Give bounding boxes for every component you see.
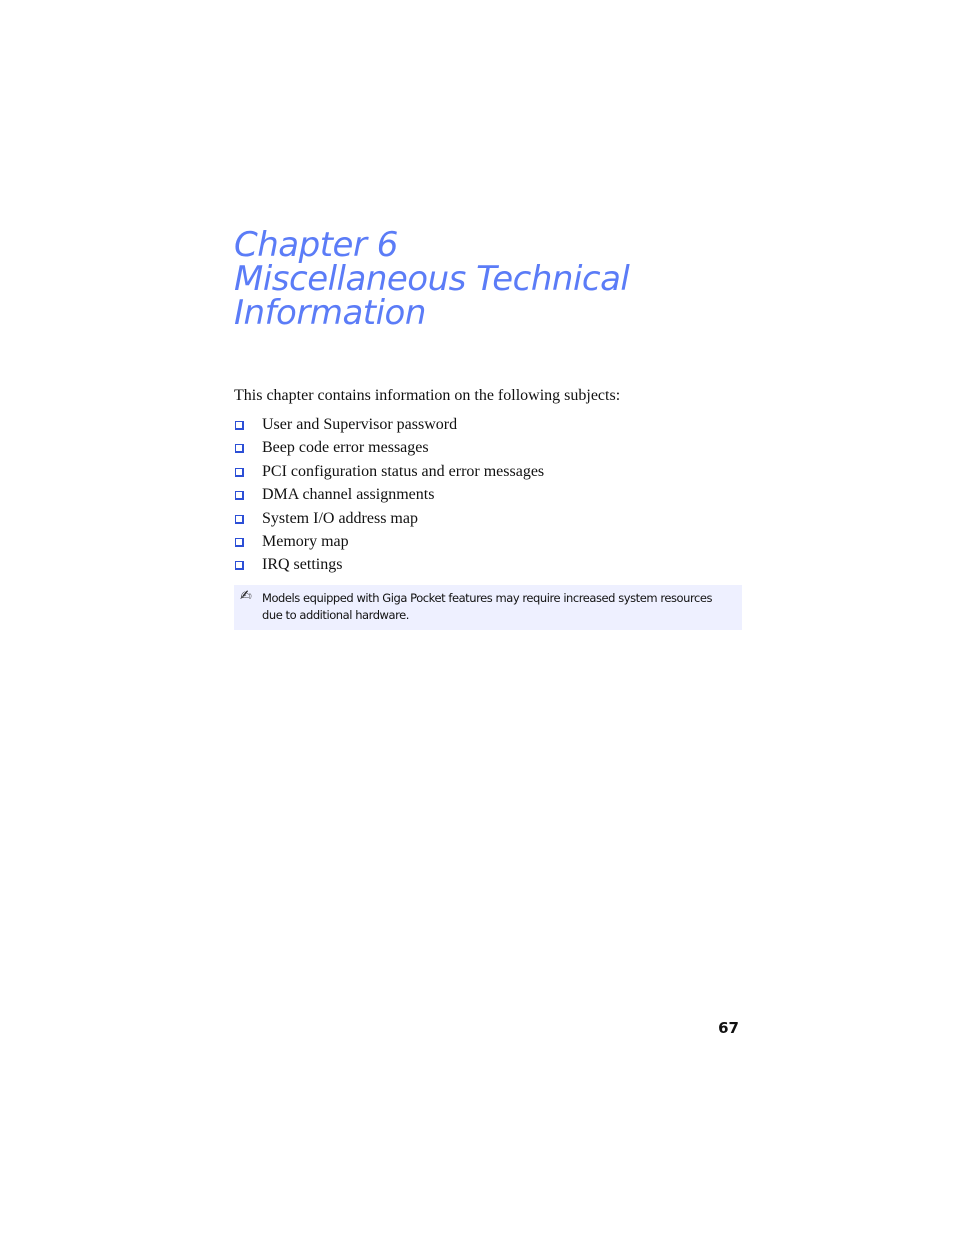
chapter-title-line-3: Information: [234, 293, 426, 333]
note-box: [234, 585, 742, 630]
pencil-note-icon: ✍: [240, 588, 252, 604]
page-number: 67: [718, 1019, 739, 1037]
list-item: [234, 413, 544, 436]
intro-paragraph: This chapter contains information on the following subjects:: [234, 387, 621, 404]
list-item-label: Beep code error messages: [262, 439, 429, 457]
checkbox-bullet-icon: [235, 468, 244, 477]
checkbox-bullet-icon: [235, 538, 244, 547]
checkbox-bullet-icon: [235, 491, 244, 500]
list-item: [234, 530, 544, 553]
note-text: Models equipped with Giga Pocket features may require increased system resources due to additional hardware.: [262, 591, 713, 622]
chapter-title: [234, 225, 630, 333]
checkbox-bullet-icon: [235, 421, 244, 430]
subject-list: [234, 413, 544, 577]
list-item-label: System I/O address map: [262, 509, 418, 527]
list-item-label: User and Supervisor password: [262, 416, 458, 433]
checkbox-bullet-icon: [235, 515, 244, 524]
checkbox-bullet-icon: [235, 561, 244, 570]
chapter-title-line-2: Miscellaneous Technical: [234, 259, 630, 299]
list-item: [234, 460, 544, 483]
list-item: [234, 483, 544, 506]
list-item: [234, 507, 544, 530]
list-item-label: IRQ settings: [262, 556, 343, 574]
list-item: [234, 436, 544, 459]
list-item-label: DMA channel assignments: [262, 486, 435, 504]
list-item: [234, 553, 544, 576]
chapter-title-line-1: Chapter 6: [234, 225, 398, 265]
list-item-label: Memory map: [262, 532, 349, 550]
checkbox-bullet-icon: [235, 444, 244, 453]
list-item-label: PCI configuration status and error messages: [262, 462, 545, 480]
